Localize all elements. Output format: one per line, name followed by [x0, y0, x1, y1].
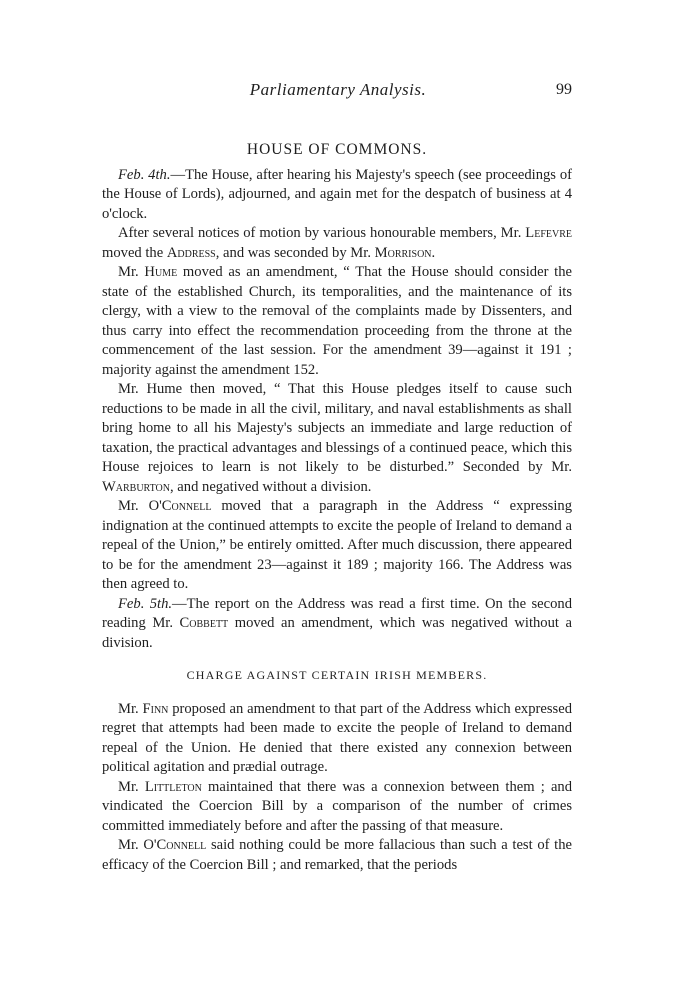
- text-run: Mr.: [118, 700, 143, 717]
- paragraph: [102, 836, 572, 875]
- text-run: .: [431, 244, 436, 261]
- sitting-date: Feb. 5th.: [118, 595, 173, 612]
- text-run: Mr.: [118, 778, 145, 795]
- text-run: —The House, after hearing his Majesty's speech (see proceedings of the House of Lords), adjourned, and again met for the despatch of business at 4 o'clock.: [102, 166, 572, 222]
- text-run: , and was seconded by Mr.: [215, 244, 375, 261]
- text-run: After several notices of motion by various honourable members, Mr.: [118, 225, 526, 241]
- paragraph: [102, 224, 572, 263]
- member-name: Warburton: [102, 478, 170, 495]
- paragraph: [102, 778, 572, 837]
- text-run: moved that a paragraph in the Address “ expressing indignation at the continued attempts to excite the people of Ireland to demand a repeal of the Union,” be entirely omitted. After much discussion, there appeared to be for the amendment 23—against it 189 ; majority 166. The Address was then agreed to.: [102, 498, 573, 592]
- paragraph: [102, 263, 572, 380]
- paragraph-group-charge: [102, 700, 572, 876]
- paragraph: [102, 700, 572, 778]
- text-run: , and negatived without a division.: [170, 478, 372, 495]
- sitting-date: Feb. 4th.: [118, 166, 171, 183]
- member-name: Hume: [144, 264, 178, 280]
- text-run: Mr. O': [118, 498, 162, 514]
- text-run: Mr. Hume then moved, “ That this House pledges itself to cause such reductions to be made in all the civil, military, and naval establishments as shall bring home to all his Majesty's subjects an immediate and large reduction of taxation, the practical advantages and blessings of a continued peace, which this House rejoices to learn is not likely to be disturbed.” Seconded by Mr.: [102, 381, 572, 475]
- paragraph: [102, 595, 572, 654]
- text-run: moved as an amendment, “ That the House should consider the state of the established Church, its temporalities, and the maintenance of its clergy, with a view to the removal of the complaints made by Dissenters, and thus carry into effect the recommendation proceeding from the throne at the commencement of the last session. For the amendment 39—against it 191 ; majority against the amendment 152.: [102, 264, 572, 378]
- member-name: Lefevre: [525, 225, 572, 241]
- page-number: 99: [556, 81, 572, 98]
- section-title: HOUSE OF COMMONS.: [246, 141, 428, 158]
- text-run: said nothing could be more fallacious than such a test of the efficacy of the Coercion Bill ; and remarked, that the periods: [102, 837, 572, 873]
- member-name: Littleton: [144, 778, 202, 795]
- running-head: [104, 80, 572, 104]
- running-title: Parliamentary Analysis.: [249, 80, 427, 99]
- subheading: CHARGE AGAINST CERTAIN IRISH MEMBERS.: [186, 668, 488, 682]
- member-name: Address: [166, 244, 216, 261]
- paragraph: [102, 497, 572, 595]
- member-name: Morrison: [374, 244, 432, 261]
- member-name: Connell: [156, 837, 207, 853]
- member-name: Connell: [161, 498, 212, 514]
- member-name: Cobbett: [179, 615, 229, 631]
- text-run: Mr. O': [118, 837, 157, 853]
- text-run: —The report on the Address was read a first time. On the second reading Mr.: [102, 595, 572, 631]
- paragraph: [102, 166, 572, 225]
- body-text: [102, 140, 572, 875]
- text-run: Mr.: [118, 264, 145, 280]
- text-run: moved an amendment, which was negatived without a division.: [102, 615, 572, 651]
- member-name: Finn: [142, 700, 169, 717]
- text-run: proposed an amendment to that part of the Address which expressed regret that attempts had been made to excite the people of Ireland to demand repeal of the Union. He denied that there existed any connexion between political agitation and prædial outrage.: [102, 700, 572, 775]
- paragraph-group-commons: [102, 166, 572, 654]
- text-run: moved the: [102, 244, 167, 261]
- text-run: maintained that there was a connexion between them ; and vindicated the Coercion Bill by a comparison of the number of crimes committed immediately before and after the passing of that measure.: [102, 778, 573, 834]
- paragraph: [102, 380, 572, 497]
